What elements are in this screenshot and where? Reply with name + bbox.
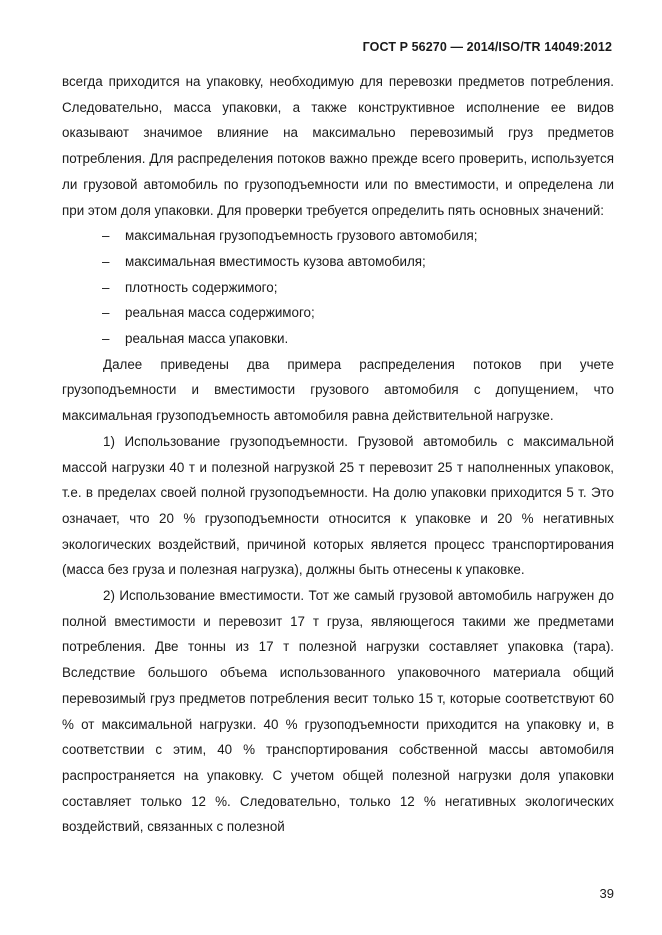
list-dash: –	[102, 228, 110, 244]
list-item: – плотность содержимого;	[62, 275, 614, 301]
list-item: – реальная масса содержимого;	[62, 300, 614, 326]
paragraph-example-1: 1) Использование грузоподъемности. Грузовой автомобиль с максимальной массой нагрузки 40 т и полезной нагрузкой 25 т перевозит 25 т наполненных упаковок, т.е. в пределах своей полной грузоподъемности. На долю упаковки приходится 5 т. Это означает, что 20 % грузоподъемности относится к упаковке и 20 % негативных экологических воздействий, причиной которых является процесс транспортирования (масса без груза и полезная нагрузка), должны быть отнесены к упаковке.	[62, 433, 614, 578]
paragraph-examples-intro: Далее приведены два примера распределения потоков при учете грузоподъемности и вместимости грузового автомобиля с допущением, что максимальная грузоподъемность автомобиля равна действительной нагрузке.	[62, 356, 614, 424]
list-item: – максимальная грузоподъемность грузового автомобиля;	[62, 223, 614, 249]
list-dash: –	[102, 305, 110, 321]
document-header: ГОСТ Р 56270 — 2014/ISO/TR 14049:2012	[362, 40, 612, 54]
requirements-list	[62, 223, 614, 352]
page-number: 39	[599, 886, 614, 901]
page-body	[62, 69, 614, 840]
paragraph-intro: всегда приходится на упаковку, необходимую для перевозки предметов потребления. Следовательно, масса упаковки, а также конструктивное исполнение ее видов оказывают значимое влияние на максимально перевозимый груз предметов потребления. Для распределения потоков важно прежде всего проверить, используется ли грузовой автомобиль по грузоподъемности или по вместимости, и определена ли при этом доля упаковки. Для проверки требуется определить пять основных значений:	[62, 74, 614, 218]
list-item: – реальная масса упаковки.	[62, 326, 614, 352]
list-dash: –	[102, 279, 110, 295]
list-dash: –	[102, 253, 110, 269]
list-item: – максимальная вместимость кузова автомобиля;	[62, 249, 614, 275]
list-dash: –	[102, 331, 110, 347]
paragraph-example-2: 2) Использование вместимости. Тот же самый грузовой автомобиль нагружен до полной вместимости и перевозит 17 т груза, являющегося такими же предметами потребления. Две тонны из 17 т полезной нагрузки составляет упаковка (тара). Вследствие большого объема использованного упаковочного материала общий перевозимый груз предметов потребления весит только 15 т, которые соответствуют 60 % от максимальной нагрузки. 40 % грузоподъемности приходится на упаковку и, в соответствии с этим, 40 % транспортирования собственной массы автомобиля распространяется на упаковку. С учетом общей полезной нагрузки доля упаковки составляет только 12 %. Следовательно, только 12 % негативных экологических воздействий, связанных с полезной	[62, 588, 614, 835]
